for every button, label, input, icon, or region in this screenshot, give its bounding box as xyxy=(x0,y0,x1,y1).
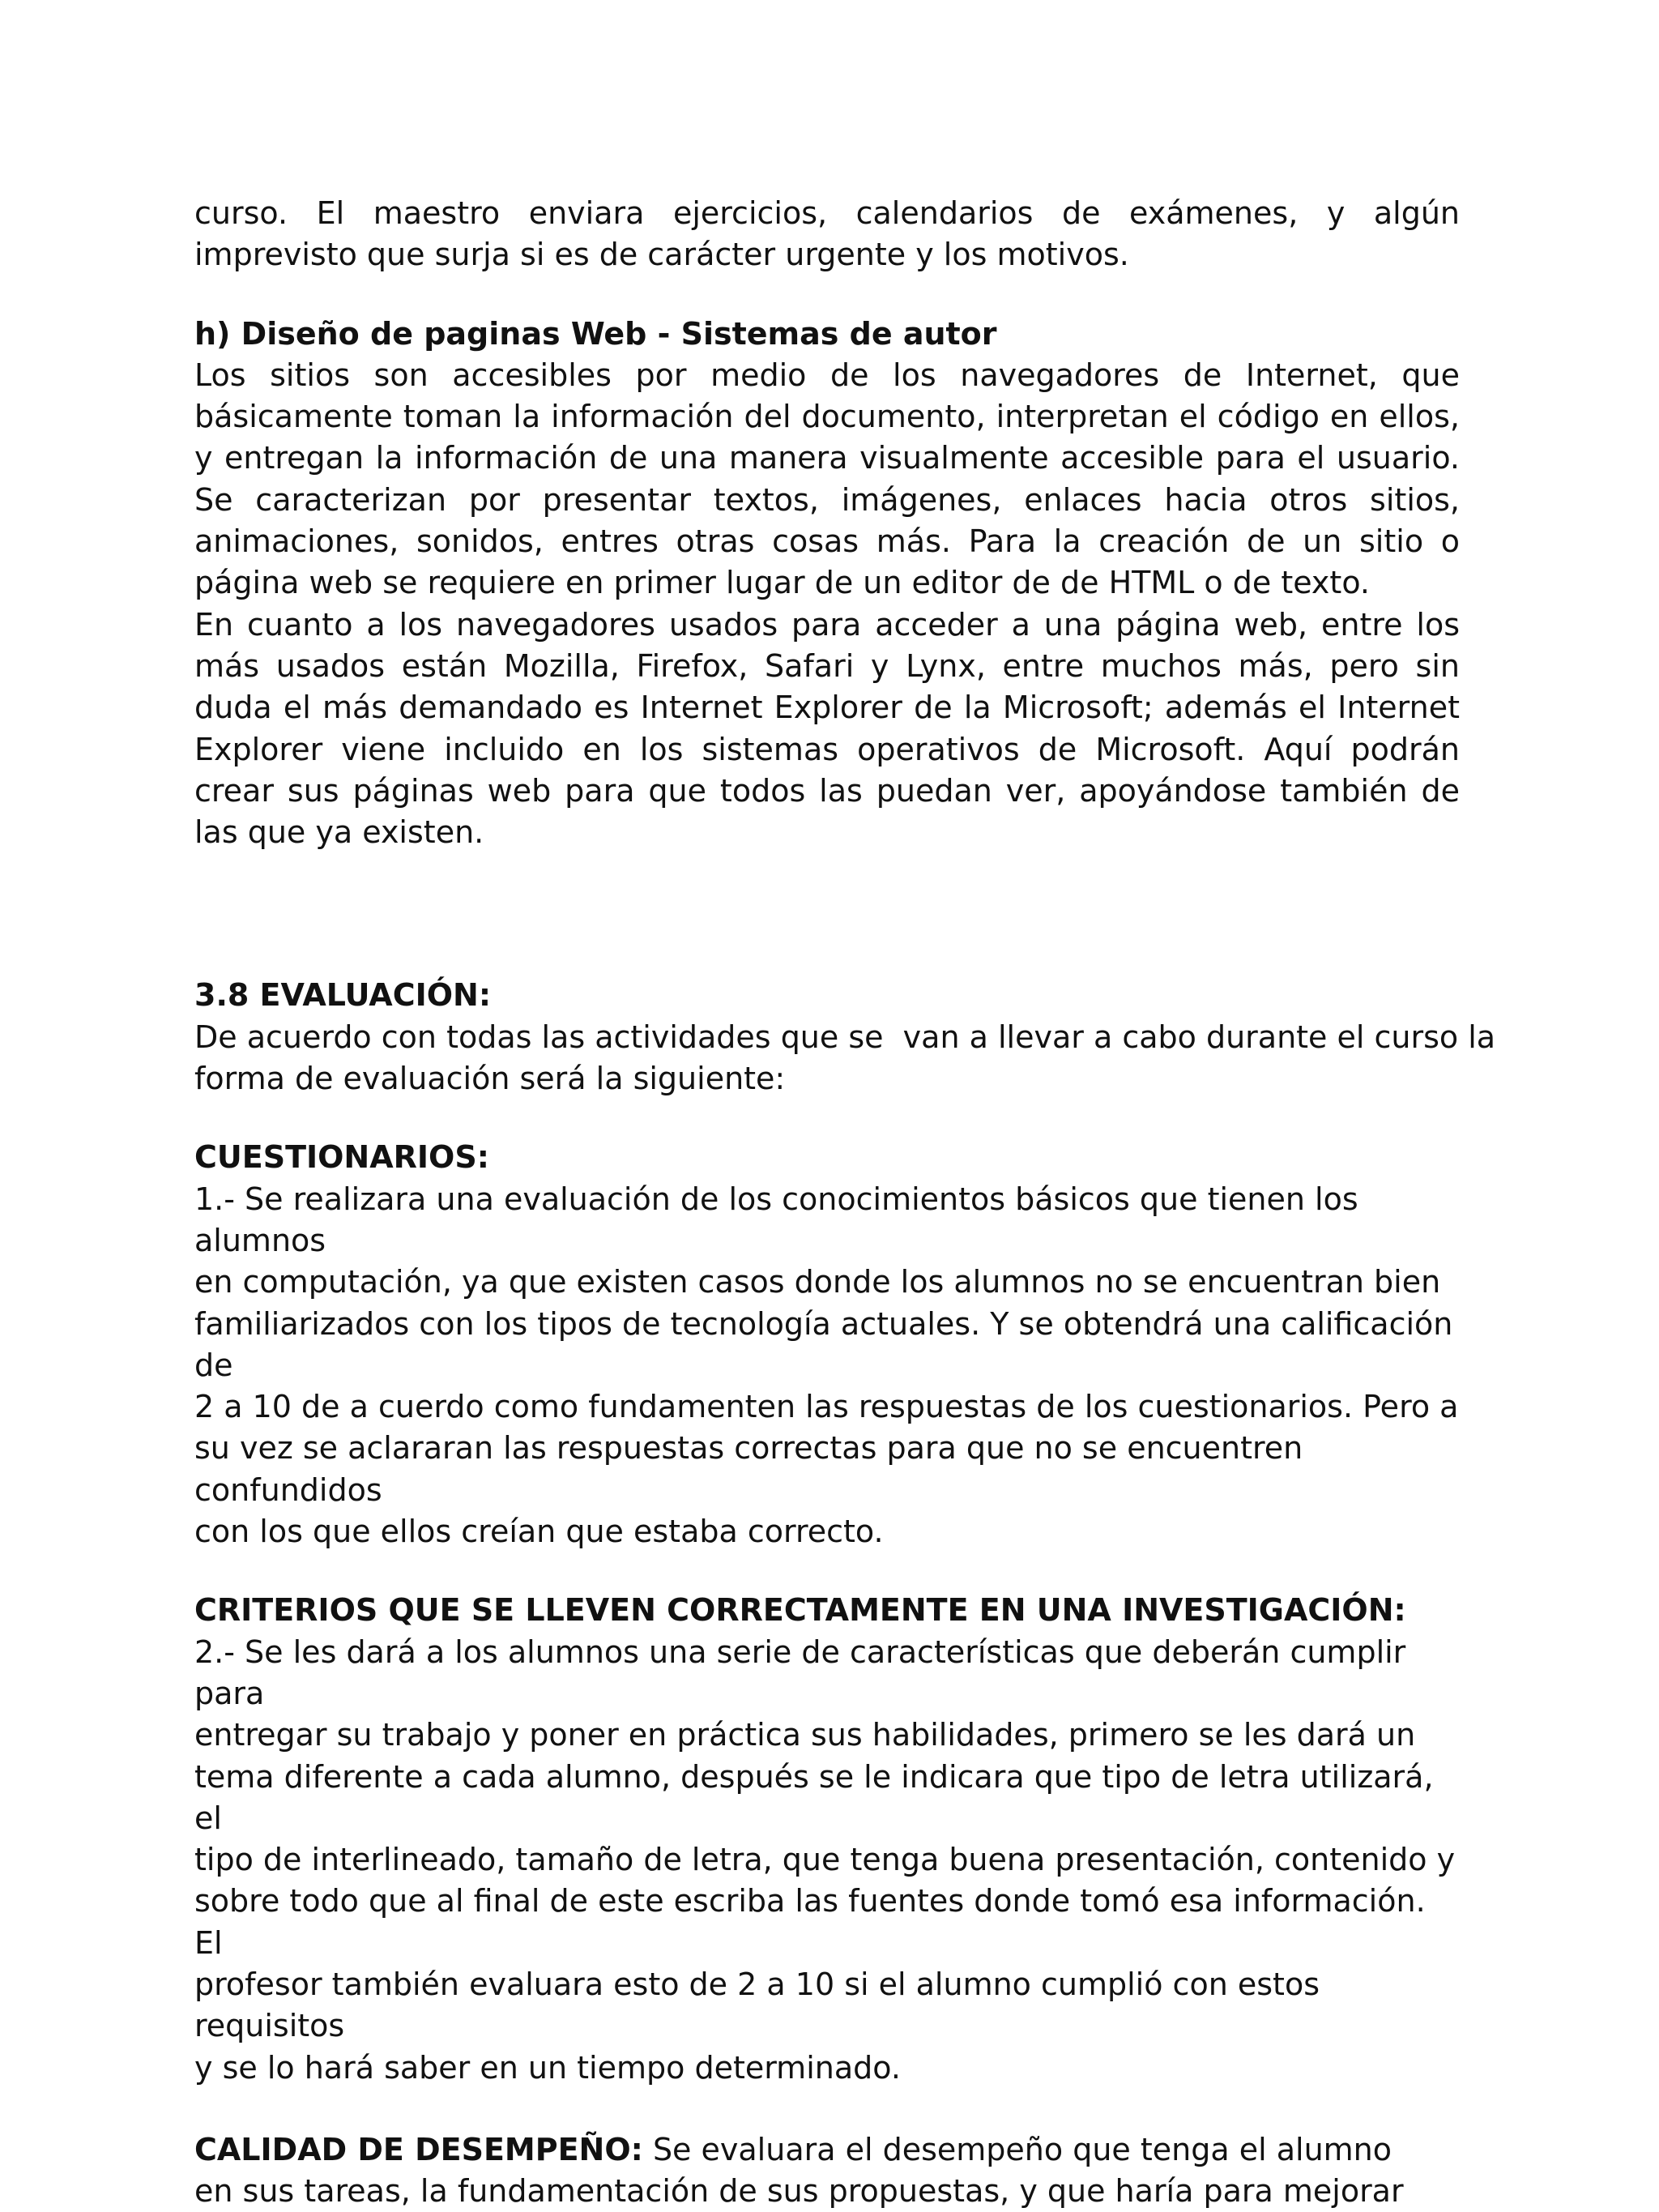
spacer xyxy=(194,853,1460,975)
cuestionarios-line: en computación, ya que existen casos donde los alumnos no se encuentran bien xyxy=(194,1264,1441,1300)
criterios-line: y se lo hará saber en un tiempo determinado. xyxy=(194,2049,901,2086)
criterios-line: 2.- Se les dará a los alumnos una serie de características que deberán cumplir para xyxy=(194,1633,1406,1711)
cuestionarios-line: su vez se aclararan las respuestas correctas para que no se encuentren confundidos xyxy=(194,1430,1303,1508)
criterios-line: entregar su trabajo y poner en práctica sus habilidades, primero se les dará un xyxy=(194,1717,1416,1753)
calidad-line-2: en sus tareas, la fundamentación de sus propuestas, y que haría para mejorar xyxy=(194,2173,1404,2210)
section-h-title: h) Diseño de paginas Web - Sistemas de autor xyxy=(194,315,997,352)
calidad-paragraph xyxy=(194,2129,1460,2171)
criterios-title: CRITERIOS QUE SE LLEVEN CORRECTAMENTE EN UNA INVESTIGACIÓN: xyxy=(194,1592,1406,1629)
spacer xyxy=(194,1552,1460,1590)
evaluacion-intro-line-2: forma de evaluación será la siguiente: xyxy=(194,1061,786,1097)
criterios-line: profesor también evaluara esto de 2 a 10 si el alumno cumplió con estos requisitos xyxy=(194,1966,1320,2044)
document-page xyxy=(194,193,1496,2212)
criterios-line: tema diferente a cada alumno, después se le indicara que tipo de letra utilizará, el xyxy=(194,1758,1434,1836)
cuestionarios-title: CUESTIONARIOS: xyxy=(194,1139,489,1176)
cuestionarios-line: con los que ellos creían que estaba correcto. xyxy=(194,1514,884,1550)
cuestionarios-line: 2 a 10 de a cuerdo como fundamenten las respuestas de los cuestionarios. Pero a xyxy=(194,1389,1459,1425)
criterios-line: sobre todo que al final de este escriba las fuentes donde tomó esa información. El xyxy=(194,1883,1426,1961)
spacer xyxy=(194,2089,1460,2129)
spacer xyxy=(194,276,1460,314)
calidad-line-1: Se evaluara el desempeño que tenga el alumno xyxy=(642,2131,1392,2167)
evaluacion-intro-line-1: De acuerdo con todas las actividades que se van a llevar a cabo durante el curso la xyxy=(194,1018,1496,1055)
spacer xyxy=(194,1100,1460,1137)
cuestionarios-line: 1.- Se realizara una evaluación de los conocimientos básicos que tienen los alumnos xyxy=(194,1181,1358,1258)
section-h-paragraph-2: En cuanto a los navegadores usados para acceder a una página web, entre los más usados están Mozilla, Firefox, Safari y Lynx, entre muchos más, pero sin duda el más demandado es Internet Explorer de la Microsoft; además el Internet Explorer viene incluido en los sistemas operativos de Microsoft. Aquí podrán crear sus páginas web para que todos las puedan ver, apoyándose también de las que ya existen. xyxy=(194,606,1460,851)
section-h-paragraph-1: Los sitios son accesibles por medio de los navegadores de Internet, que básicamente toman la información del documento, interpretan el código en ellos, y entregan la información de una manera visualmente accesible para el usuario. Se caracterizan por presentar textos, imágenes, enlaces hacia otros sitios, animaciones, sonidos, entres otras cosas más. Para la creación de un sitio o página web se requiere en primer lugar de un editor de de HTML o de texto. xyxy=(194,357,1460,601)
calidad-title: CALIDAD DE DESEMPEÑO: xyxy=(194,2131,643,2167)
evaluacion-title: 3.8 EVALUACIÓN: xyxy=(194,977,492,1014)
criterios-line: tipo de interlineado, tamaño de letra, que tenga buena presentación, contenido y xyxy=(194,1842,1456,1878)
cuestionarios-line: familiarizados con los tipos de tecnología actuales. Y se obtendrá una calificación de xyxy=(194,1305,1453,1383)
intro-paragraph: curso. El maestro enviara ejercicios, calendarios de exámenes, y algún imprevisto que surja si es de carácter urgente y los motivos. xyxy=(194,195,1460,273)
